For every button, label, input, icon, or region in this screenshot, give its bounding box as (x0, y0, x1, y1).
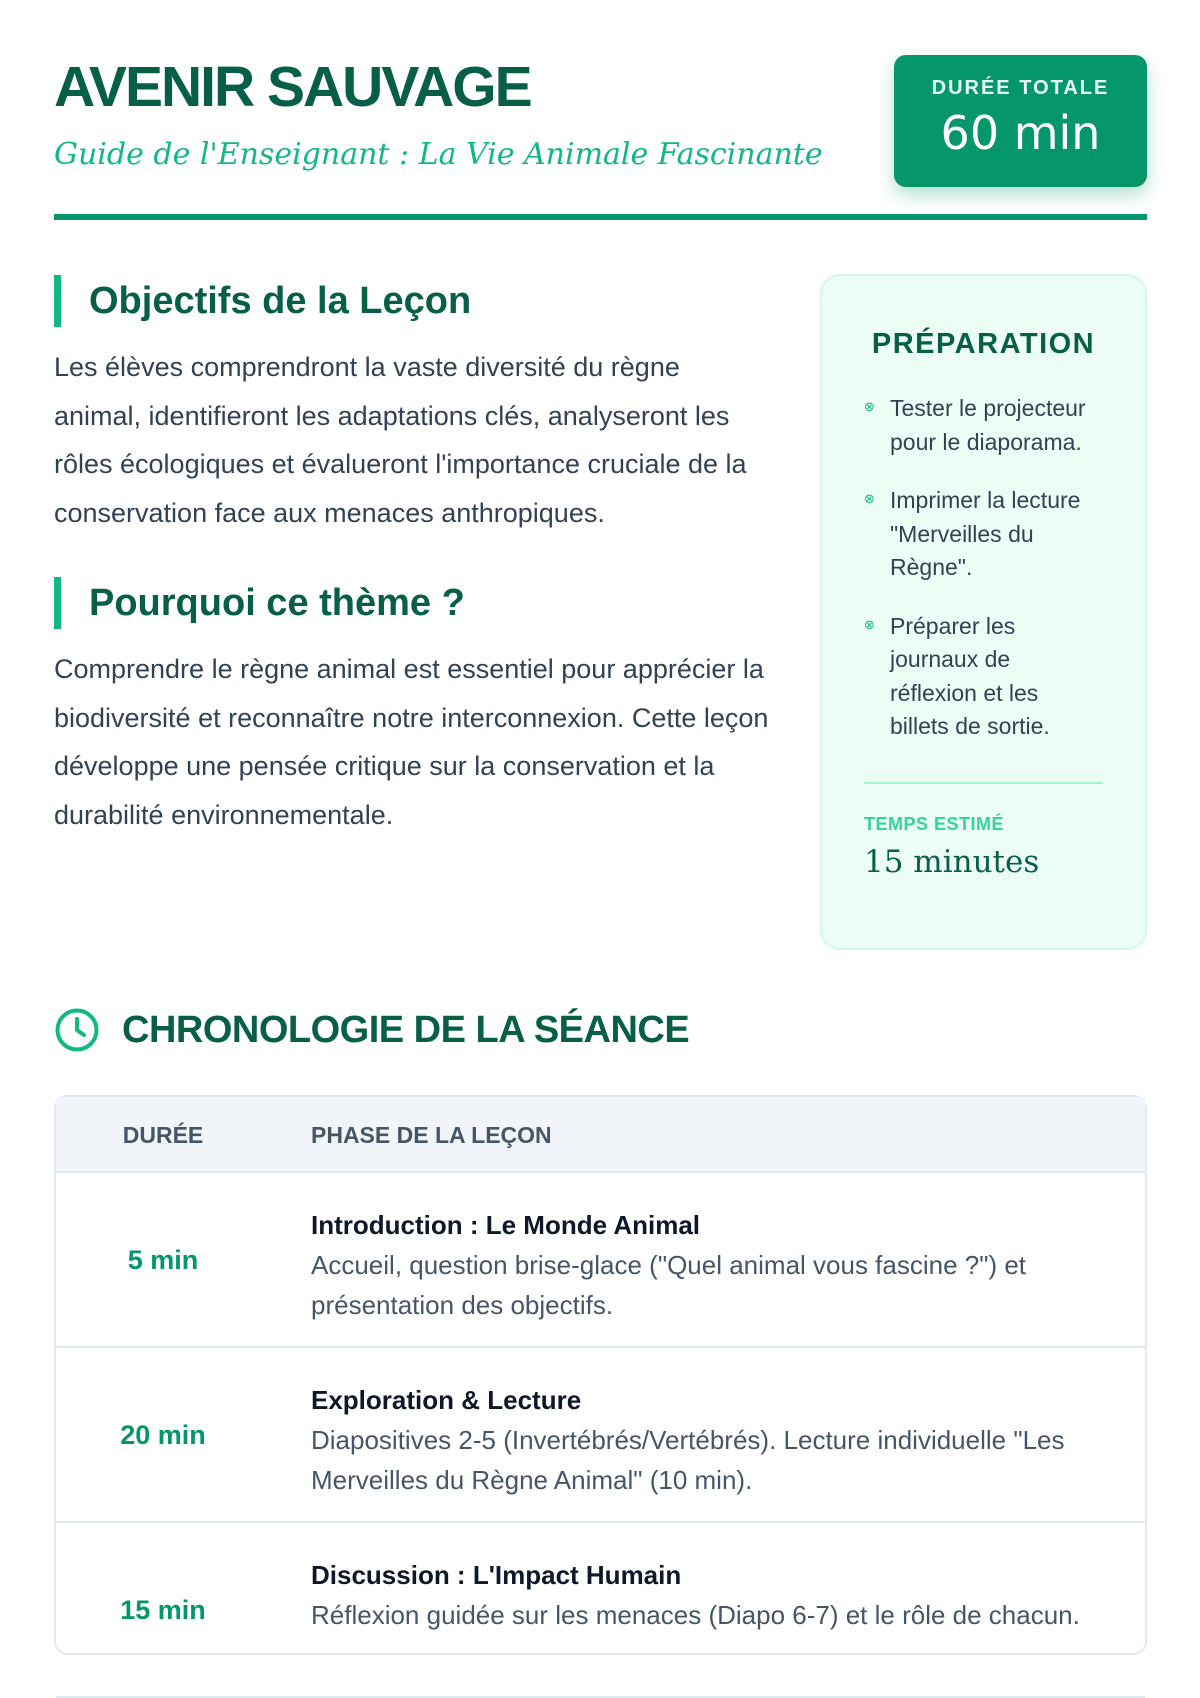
row-duration: 5 min (127, 1245, 199, 1275)
preparation-card (820, 274, 1147, 950)
row-duration: 20 min (120, 1420, 206, 1450)
table-row (56, 1348, 1145, 1523)
row-duration: 15 min (120, 1595, 206, 1625)
preparation-item-text: Tester le projecteur pour le diaporama. (890, 395, 1086, 455)
preparation-item-text: Préparer les journaux de réflexion et les billets de sortie. (890, 612, 1050, 739)
phase-description: Réflexion guidée sur les menaces (Diapo 6-7) et le rôle de chacun. (311, 1600, 1080, 1630)
table-row (56, 1173, 1145, 1348)
preparation-list (864, 392, 1103, 744)
why-theme-text: Comprendre le règne animal est essentiel pour apprécier la biodiversité et reconnaître notre interconnexion. Cette leçon développe une pensée critique sur la conservation et la durabilité environnementale. (54, 654, 769, 830)
chronology-title: CHRONOLOGIE DE LA SÉANCE (122, 1009, 690, 1051)
timeline-table (54, 1095, 1147, 1655)
preparation-item (864, 610, 1103, 744)
page-header (54, 55, 1147, 220)
main-content (54, 275, 774, 839)
preparation-item-text: Imprimer la lecture "Merveilles du Règne". (890, 487, 1081, 580)
row-phase (311, 1205, 1111, 1325)
phase-description: Accueil, question brise-glace ("Quel animal vous fascine ?") et présentation des objectifs. (311, 1250, 1027, 1320)
phase-description: Diapositives 2-5 (Invertébrés/Vertébrés). Lecture individuelle "Les Merveilles du Règne Animal" (10 min). (311, 1425, 1065, 1495)
phase-title: Discussion : L'Impact Humain (311, 1560, 682, 1590)
table-header (56, 1097, 1145, 1173)
row-phase (311, 1555, 1111, 1635)
preparation-item (864, 392, 1103, 459)
phase-title: Introduction : Le Monde Animal (311, 1210, 701, 1240)
estimated-time-label: TEMPS ESTIMÉ (864, 813, 1005, 834)
check-icon: ⊗ (864, 616, 875, 632)
estimated-time-value: 15 minutes (864, 843, 1040, 880)
chronology-heading (54, 1004, 689, 1056)
why-theme-title: Pourquoi ce thème ? (54, 577, 774, 629)
preparation-item (864, 484, 1103, 585)
table-row (56, 1523, 1145, 1698)
column-header-duration: DURÉE (122, 1122, 204, 1148)
total-duration-value: 60 min (940, 106, 1101, 160)
brand-title: AVENIR SAUVAGE (54, 55, 531, 119)
page-subtitle: Guide de l'Enseignant : La Vie Animale Fascinante (54, 137, 823, 172)
check-icon: ⊗ (864, 491, 875, 506)
preparation-divider (864, 782, 1103, 784)
preparation-title: PRÉPARATION (871, 328, 1096, 360)
total-duration-badge (894, 55, 1147, 187)
clock-icon (54, 1007, 100, 1053)
objectives-title: Objectifs de la Leçon (54, 275, 774, 327)
row-phase (311, 1380, 1111, 1500)
objectives-text: Les élèves comprendront la vaste diversité du règne animal, identifieront les adaptations clés, analyseront les rôles écologiques et évalueront l'importance cruciale de la conservation face aux menaces anthropiques. (54, 352, 747, 528)
check-icon: ⊗ (864, 399, 875, 414)
total-duration-label: DURÉE TOTALE (931, 77, 1110, 99)
phase-title: Exploration & Lecture (311, 1385, 582, 1415)
column-header-phase: PHASE DE LA LEÇON (311, 1122, 552, 1148)
